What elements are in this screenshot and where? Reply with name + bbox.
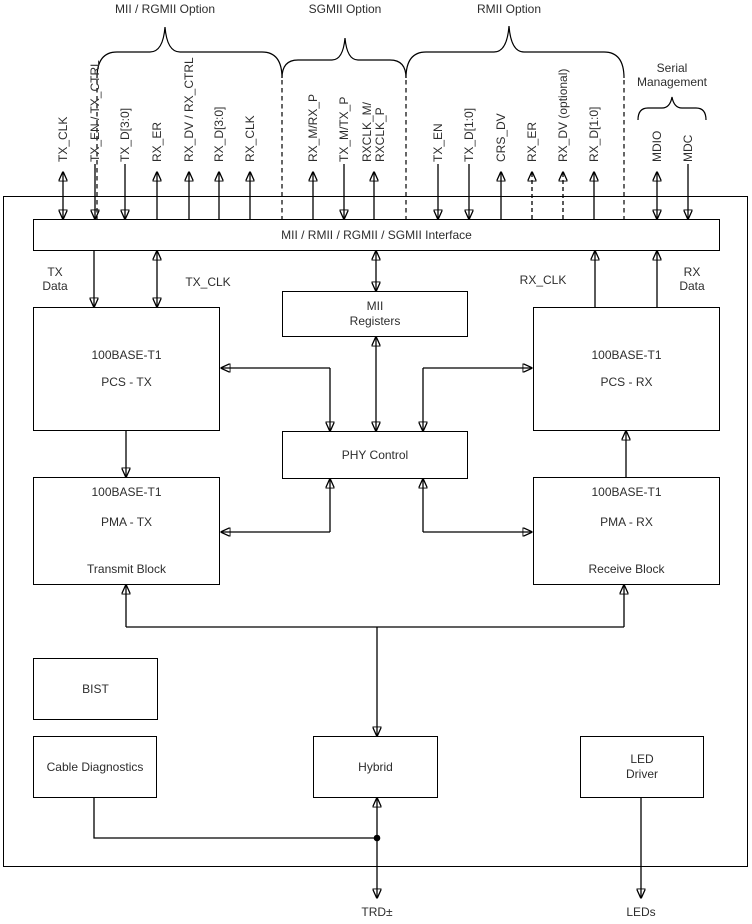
- group-title-sgmii: SGMII Option: [308, 2, 382, 16]
- hybrid-label: Hybrid: [358, 759, 393, 774]
- interface-bar-label: MII / RMII / RGMII / SGMII Interface: [281, 227, 472, 242]
- leds-port-label: LEDs: [626, 905, 656, 919]
- group-title-serial-line2: Management: [636, 75, 708, 89]
- phy-control-block: [282, 431, 468, 479]
- pma-rx-label-line3: Receive Block: [588, 562, 665, 576]
- trd-port-label: TRD±: [361, 905, 393, 919]
- mii-registers-block: [282, 291, 468, 337]
- pma-rx-label-line1: 100BASE-T1: [591, 485, 662, 499]
- pcs-tx-block: [33, 307, 220, 431]
- signal-label-tx-d1-0: TX_D[1:0]: [461, 107, 476, 162]
- brace-sgmii: [282, 38, 406, 78]
- pma-rx-block: [533, 477, 720, 585]
- group-title-serial-line1: Serial: [656, 61, 688, 75]
- tx-clk-label: TX_CLK: [185, 275, 231, 289]
- signal-label-tx-d3-0: TX_D[3:0]: [117, 107, 132, 162]
- mii-registers-label-line1: MII: [366, 299, 384, 313]
- signal-label-crs-dv: CRS_DV: [493, 113, 508, 162]
- pma-tx-label-line1: 100BASE-T1: [91, 485, 162, 499]
- signal-label-rx-d3-0: RX_D[3:0]: [211, 106, 226, 162]
- signal-label-rxclk-m: RXCLK_M/: [360, 101, 374, 162]
- led-driver-label-line2: Driver: [626, 767, 658, 781]
- group-title-rmii: RMII Option: [476, 2, 542, 16]
- pcs-tx-label-line1: 100BASE-T1: [91, 348, 162, 362]
- cable-diagnostics-block: [33, 736, 157, 798]
- bist-label: BIST: [82, 681, 109, 696]
- rx-data-label-line1: RX: [683, 265, 701, 279]
- signal-label-tx-m-tx-p: TX_M/TX_P: [336, 96, 351, 162]
- brace-rmii: [406, 26, 624, 78]
- bist-block: [33, 658, 158, 720]
- signal-label-rx-dv-rx-ctrl: RX_DV / RX_CTRL: [181, 57, 196, 162]
- pma-tx-label-line2: PMA - TX: [100, 515, 153, 529]
- led-driver-block: [580, 736, 704, 798]
- signal-label-rmii-rx-er: RX_ER: [524, 121, 539, 162]
- phy-control-label: PHY Control: [341, 447, 409, 462]
- signal-label-rx-m-rx-p: RX_M/RX_P: [305, 93, 320, 162]
- signal-label-rx-d1-0: RX_D[1:0]: [586, 106, 601, 162]
- signal-label-rmii-tx-en: TX_EN: [430, 123, 445, 162]
- signal-label-mdio: MDIO: [649, 130, 664, 162]
- pma-tx-label-line3: Transmit Block: [87, 562, 166, 576]
- led-driver-label-line1: LED: [630, 752, 654, 766]
- brace-serial-management: [638, 97, 706, 120]
- tx-data-label-line2: Data: [42, 279, 68, 293]
- signal-label-mdc: MDC: [680, 134, 695, 162]
- signal-label-rx-dv-optional: RX_DV (optional): [555, 68, 570, 162]
- pcs-rx-label-line2: PCS - RX: [600, 375, 653, 389]
- signal-label-rx-clk: RX_CLK: [242, 115, 257, 162]
- signal-label-rx-er: RX_ER: [149, 121, 164, 162]
- rx-data-label-line2: Data: [679, 279, 705, 293]
- group-title-mii-rgmii: MII / RGMII Option: [114, 2, 216, 16]
- pcs-tx-label-line2: PCS - TX: [101, 375, 152, 389]
- signal-label-tx-clk: TX_CLK: [55, 116, 70, 162]
- signal-label-tx-en-tx-ctrl: TX_EN / TX_CTRL: [87, 60, 102, 162]
- pcs-rx-label-line1: 100BASE-T1: [591, 348, 662, 362]
- rx-clk-label: RX_CLK: [519, 273, 567, 287]
- pcs-rx-block: [533, 307, 720, 431]
- signal-label-rxclk-p: RXCLK_P: [373, 107, 387, 162]
- cable-diagnostics-label: Cable Diagnostics: [46, 759, 144, 774]
- signal-label-rxclk-m-rxclk-p: [361, 102, 387, 162]
- pma-rx-label-line2: PMA - RX: [600, 515, 653, 529]
- mii-registers-label-line2: Registers: [349, 314, 401, 328]
- tx-data-label-line1: TX: [47, 265, 63, 279]
- hybrid-block: [313, 736, 438, 798]
- pma-tx-block: [33, 477, 220, 585]
- interface-bar-block: [33, 219, 720, 251]
